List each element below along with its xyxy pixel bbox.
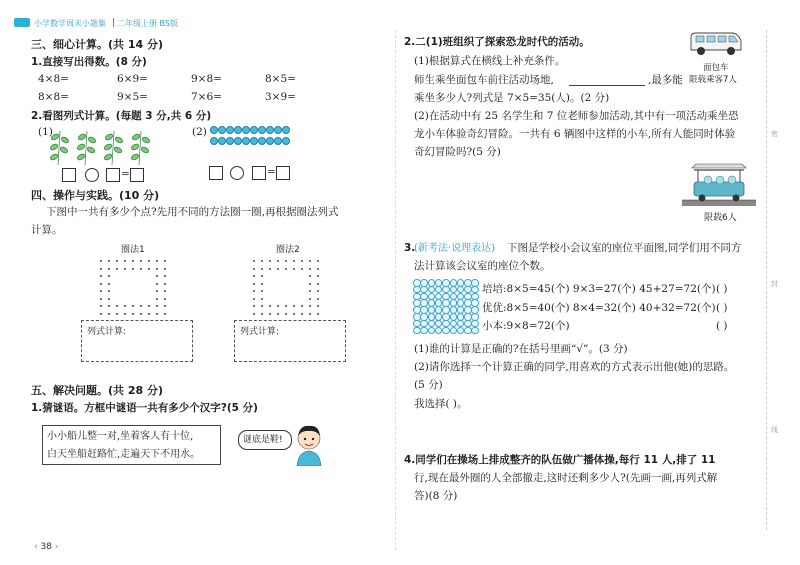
section-4-text: 计算。 bbox=[31, 224, 63, 236]
leaf-branches-illustration bbox=[48, 127, 158, 167]
bead bbox=[274, 126, 282, 134]
page-number: ‹ 38 › bbox=[34, 542, 59, 552]
grid-dot bbox=[156, 290, 158, 292]
grid-dot bbox=[100, 305, 102, 307]
grid-dot bbox=[156, 260, 158, 262]
calc-label-1: 列式计算: bbox=[87, 327, 127, 337]
grid-dot bbox=[309, 298, 311, 300]
grid-dot bbox=[301, 268, 303, 270]
grid-dot bbox=[132, 305, 134, 307]
grid-dot bbox=[124, 313, 126, 315]
method-2-label: 圈法2 bbox=[276, 245, 300, 255]
q2-label-2: (2) bbox=[192, 126, 207, 138]
calc-label-2: 列式计算: bbox=[240, 327, 280, 337]
grid-dot bbox=[317, 305, 319, 307]
grid-dot bbox=[301, 313, 303, 315]
q3-tag: (新考法·说理表达) bbox=[414, 243, 495, 254]
grid-dot bbox=[124, 305, 126, 307]
q3-sub-2-score: (5 分) bbox=[414, 379, 443, 391]
calc-item: 8×5= bbox=[265, 73, 296, 85]
calc-item: 3×9= bbox=[265, 91, 296, 103]
grid-dot bbox=[309, 283, 311, 285]
grid-dot bbox=[116, 260, 118, 262]
bead bbox=[234, 126, 242, 134]
grid-dot bbox=[293, 305, 295, 307]
grid-dot bbox=[100, 275, 102, 277]
grid-dot bbox=[285, 260, 287, 262]
bead bbox=[250, 137, 258, 145]
grid-dot bbox=[317, 313, 319, 315]
grid-dot bbox=[261, 290, 263, 292]
grid-dot bbox=[164, 290, 166, 292]
grid-dot bbox=[285, 305, 287, 307]
dot-grid-2 bbox=[253, 260, 323, 320]
dot-grid-1 bbox=[100, 260, 170, 320]
grid-dot bbox=[100, 268, 102, 270]
grid-dot bbox=[269, 305, 271, 307]
bead bbox=[242, 137, 250, 145]
grid-dot bbox=[269, 268, 271, 270]
answer-box[interactable] bbox=[62, 168, 76, 182]
section-3-title: 三、细心计算。(共 14 分) bbox=[31, 38, 164, 51]
bead bbox=[282, 137, 290, 145]
q2-sub-2: (2)在活动中有 25 名学生和 7 位老师参加活动,其中有一项活动乘坐恐 bbox=[414, 110, 739, 122]
q3-choice: 我选择( )。 bbox=[414, 398, 468, 410]
q2-text: ,最多能 bbox=[648, 74, 683, 86]
grid-dot bbox=[140, 268, 142, 270]
grid-dot bbox=[253, 290, 255, 292]
grid-dot bbox=[309, 260, 311, 262]
grid-dot bbox=[164, 298, 166, 300]
calc-item: 8×8= bbox=[38, 91, 69, 103]
grid-dot bbox=[140, 313, 142, 315]
bead bbox=[226, 126, 234, 134]
grid-dot bbox=[100, 313, 102, 315]
grid-dot bbox=[269, 260, 271, 262]
boy-avatar bbox=[292, 422, 326, 466]
section-4-text: 下图中一共有多少个点?先用不同的方法圈一圈,再根据圈法列式 bbox=[46, 206, 339, 218]
seating-plan-illustration bbox=[413, 279, 479, 335]
grid-dot bbox=[261, 283, 263, 285]
calc-item: 7×6= bbox=[191, 91, 222, 103]
grid-dot bbox=[269, 313, 271, 315]
grid-dot bbox=[116, 313, 118, 315]
grid-dot bbox=[261, 260, 263, 262]
grid-dot bbox=[148, 305, 150, 307]
calc-row-youyou: 优优:8×5=40(个) 8×4=32(个) 40+32=72(个) bbox=[482, 302, 716, 314]
dinosaur-car-icon bbox=[680, 160, 758, 210]
binding-mark: 线 bbox=[771, 426, 778, 434]
grid-dot bbox=[108, 275, 110, 277]
grid-dot bbox=[309, 305, 311, 307]
grid-dot bbox=[293, 260, 295, 262]
bead bbox=[218, 126, 226, 134]
grid-dot bbox=[317, 283, 319, 285]
grid-dot bbox=[108, 290, 110, 292]
q2-text: 奇幻冒险吗?(5 分) bbox=[414, 146, 501, 158]
grid-dot bbox=[156, 305, 158, 307]
grid-dot bbox=[317, 290, 319, 292]
calc-row-xiaoben: 小本:9×8=72(个) bbox=[482, 320, 570, 332]
grid-dot bbox=[261, 313, 263, 315]
binding-mark: 密 bbox=[771, 130, 778, 138]
grid-dot bbox=[309, 313, 311, 315]
q4-text: 4.同学们在操场上排成整齐的队伍做广播体操,每行 11 人,排了 11 bbox=[404, 454, 716, 466]
fill-in-blank[interactable] bbox=[569, 85, 645, 86]
grid-dot bbox=[108, 298, 110, 300]
bead bbox=[226, 137, 234, 145]
section-4-title: 四、操作与实践。(10 分) bbox=[31, 189, 160, 202]
grid-dot bbox=[317, 275, 319, 277]
answer-paren[interactable]: ( ) bbox=[716, 302, 728, 314]
grid-dot bbox=[285, 268, 287, 270]
grid-dot bbox=[293, 313, 295, 315]
grid-dot bbox=[132, 268, 134, 270]
grid-dot bbox=[261, 305, 263, 307]
q5-1-title: 1.猜谜语。方框中谜语一共有多少个汉字?(5 分) bbox=[31, 402, 258, 414]
answer-paren[interactable]: ( ) bbox=[716, 320, 728, 332]
q3-text: 法计算该会议室的座位个数。 bbox=[414, 260, 551, 272]
grid-dot bbox=[108, 260, 110, 262]
seat bbox=[428, 327, 436, 335]
grid-dot bbox=[108, 313, 110, 315]
q4-text: 行,现在最外圈的人全部撤走,这时还剩多少人?(先画一画,再列式解 bbox=[414, 472, 718, 484]
answer-box[interactable] bbox=[252, 166, 266, 180]
method-1-label: 圈法1 bbox=[121, 245, 145, 255]
grid-dot bbox=[148, 268, 150, 270]
grid-dot bbox=[108, 305, 110, 307]
grid-dot bbox=[277, 313, 279, 315]
grid-dot bbox=[140, 260, 142, 262]
q1-title: 1.直接写出得数。(8 分) bbox=[31, 56, 147, 68]
q2-text: 乘坐多少人?列式是 7×5=35(人)。(2 分) bbox=[414, 92, 610, 104]
answer-box[interactable] bbox=[209, 166, 223, 180]
van-icon bbox=[688, 28, 744, 60]
operator-circle[interactable] bbox=[85, 168, 99, 182]
car-caption: 限载6人 bbox=[704, 213, 737, 223]
grid-dot bbox=[100, 283, 102, 285]
seat bbox=[471, 327, 479, 335]
answer-box[interactable] bbox=[130, 168, 144, 182]
header-series: 小学数学周末小题集 bbox=[34, 19, 106, 28]
grid-dot bbox=[301, 260, 303, 262]
grid-dot bbox=[261, 275, 263, 277]
riddle-line-2: 白天坐船赶路忙,走遍天下不用水。 bbox=[47, 449, 201, 460]
q3-text: 下图是学校小会议室的座位平面图,同学们用不同方 bbox=[507, 242, 742, 254]
q2-label-1: (1) bbox=[38, 126, 53, 138]
bead bbox=[242, 126, 250, 134]
grid-dot bbox=[253, 275, 255, 277]
grid-dot bbox=[156, 313, 158, 315]
bead bbox=[274, 137, 282, 145]
answer-box[interactable] bbox=[276, 166, 290, 180]
answer-box[interactable] bbox=[106, 168, 120, 182]
q3-sub-1: (1)谁的计算是正确的?在括号里画“√”。(3 分) bbox=[414, 343, 628, 355]
binding-mark: 封 bbox=[771, 280, 778, 288]
column-divider bbox=[395, 30, 397, 550]
binding-line bbox=[766, 30, 768, 530]
bead bbox=[210, 137, 218, 145]
grid-dot bbox=[156, 283, 158, 285]
q3-number: 3. bbox=[404, 242, 416, 254]
grid-dot bbox=[253, 283, 255, 285]
header-badge bbox=[14, 18, 30, 27]
grid-dot bbox=[277, 268, 279, 270]
grid-dot bbox=[277, 260, 279, 262]
bubble-text: 谜底是鞋! bbox=[243, 435, 283, 445]
calc-item: 9×8= bbox=[191, 73, 222, 85]
grid-dot bbox=[116, 268, 118, 270]
grid-dot bbox=[164, 283, 166, 285]
bead-rows-illustration bbox=[210, 126, 290, 148]
q2-text: 师生乘坐面包车前往活动场地, bbox=[414, 74, 554, 86]
grid-dot bbox=[253, 313, 255, 315]
grid-dot bbox=[317, 298, 319, 300]
grid-dot bbox=[253, 298, 255, 300]
calc-row-peipei: 培培:8×5=45(个) 9×3=27(个) 45+27=72(个) bbox=[482, 283, 716, 295]
bead bbox=[258, 126, 266, 134]
section-5-title: 五、解决问题。(共 28 分) bbox=[31, 384, 164, 397]
grid-dot bbox=[164, 260, 166, 262]
grid-dot bbox=[100, 298, 102, 300]
grid-dot bbox=[164, 275, 166, 277]
grid-dot bbox=[116, 305, 118, 307]
grid-dot bbox=[309, 268, 311, 270]
q2-sub-1: (1)根据算式在横线上补充条件。 bbox=[414, 55, 566, 67]
grid-dot bbox=[164, 305, 166, 307]
grid-dot bbox=[156, 268, 158, 270]
grid-dot bbox=[156, 298, 158, 300]
seat bbox=[420, 327, 428, 335]
q3-sub-2: (2)请你选择一个计算正确的同学,用喜欢的方式表示出他(她)的思路。 bbox=[414, 361, 735, 373]
q2-title-right: 2.二(1)班组织了探索恐龙时代的活动。 bbox=[404, 36, 590, 48]
grid-dot bbox=[309, 275, 311, 277]
grid-dot bbox=[164, 268, 166, 270]
grid-dot bbox=[124, 268, 126, 270]
grid-dot bbox=[253, 268, 255, 270]
page-number-value: 38 bbox=[40, 542, 52, 552]
grid-dot bbox=[108, 268, 110, 270]
calc-item: 9×5= bbox=[117, 91, 148, 103]
grid-dot bbox=[261, 298, 263, 300]
grid-dot bbox=[148, 313, 150, 315]
grid-dot bbox=[124, 260, 126, 262]
grid-dot bbox=[108, 283, 110, 285]
grid-dot bbox=[293, 268, 295, 270]
operator-circle[interactable] bbox=[230, 166, 244, 180]
header-divider bbox=[113, 18, 114, 27]
grid-dot bbox=[309, 290, 311, 292]
grid-dot bbox=[317, 260, 319, 262]
bead bbox=[258, 137, 266, 145]
grid-dot bbox=[277, 305, 279, 307]
answer-paren[interactable]: ( ) bbox=[716, 283, 728, 295]
grid-dot bbox=[317, 268, 319, 270]
q2-text: 龙小车体验奇幻冒险。一共有 6 辆图中这样的小车,所有人能同时体验 bbox=[414, 128, 736, 140]
grid-dot bbox=[132, 313, 134, 315]
riddle-line-1: 小小船儿整一对,坐着客人有十位, bbox=[47, 431, 194, 442]
grid-dot bbox=[253, 305, 255, 307]
equals-sign: = bbox=[267, 166, 276, 178]
grid-dot bbox=[148, 260, 150, 262]
bead bbox=[250, 126, 258, 134]
grid-dot bbox=[164, 313, 166, 315]
bead bbox=[282, 126, 290, 134]
bead bbox=[266, 126, 274, 134]
calc-item: 6×9= bbox=[117, 73, 148, 85]
grid-dot bbox=[285, 313, 287, 315]
seat bbox=[450, 327, 458, 335]
bead bbox=[266, 137, 274, 145]
calc-item: 4×8= bbox=[38, 73, 69, 85]
q4-text: 答)(8 分) bbox=[414, 490, 458, 502]
grid-dot bbox=[132, 260, 134, 262]
grid-dot bbox=[301, 305, 303, 307]
grid-dot bbox=[100, 260, 102, 262]
grid-dot bbox=[253, 260, 255, 262]
grid-dot bbox=[156, 275, 158, 277]
van-capacity: 限载乘客7人 bbox=[689, 75, 737, 85]
bead bbox=[218, 137, 226, 145]
header-grade: 二年级上册 BS版 bbox=[117, 19, 178, 28]
q2-title: 2.看图列式计算。(每题 3 分,共 6 分) bbox=[31, 110, 212, 122]
van-caption: 面包车 bbox=[703, 63, 729, 73]
equals-sign: = bbox=[121, 168, 130, 180]
grid-dot bbox=[100, 290, 102, 292]
bead bbox=[234, 137, 242, 145]
seat bbox=[442, 327, 450, 335]
grid-dot bbox=[140, 305, 142, 307]
bead bbox=[210, 126, 218, 134]
grid-dot bbox=[261, 268, 263, 270]
